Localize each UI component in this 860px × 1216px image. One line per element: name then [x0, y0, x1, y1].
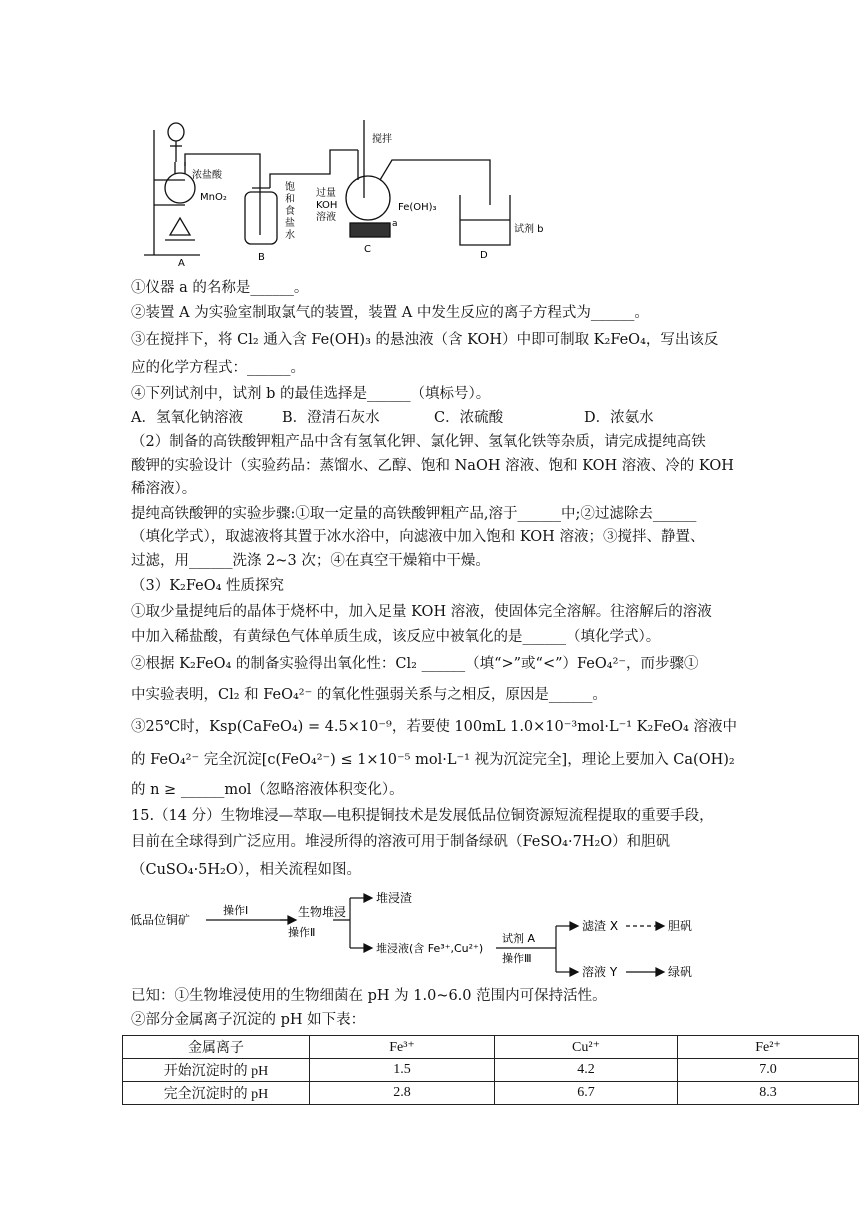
process-flowchart [128, 890, 728, 985]
label-hcl: 浓盐酸 [192, 170, 222, 181]
part3-line-f: 的 FeO₄²⁻ 完全沉淀[c(FeO₄²⁻) ≤ 1×10⁻⁵ mol·L⁻¹ 视为沉淀完全]，理论上要加入 Ca(OH)₂ [131, 752, 735, 768]
table-header-cell: 金属离子 [123, 1036, 310, 1059]
option-c: C．浓硫酸 [434, 410, 504, 426]
flow-op3: 操作Ⅲ [502, 952, 532, 965]
part3-line-d: 中实验表明，Cl₂ 和 FeO₄²⁻ 的氧化性强弱关系与之相反，原因是______。 [131, 687, 607, 703]
flow-danfan: 胆矾 [668, 919, 693, 933]
part3-line-a: ①取少量提纯后的晶体于烧杯中，加入足量 KOH 溶液，使固体完全溶解。往溶解后的溶液 [131, 604, 712, 620]
part2-line-a: （2）制备的高铁酸钾粗产品中含有氢氧化钾、氯化钾、氢氧化铁等杂质，请完成提纯高铁 [131, 434, 706, 450]
part2-line-f: 过滤，用______洗涤 2~3 次；④在真空干燥箱中干燥。 [131, 553, 490, 569]
flow-op1: 操作Ⅰ [223, 904, 249, 917]
part3-heading: （3）K₂FeO₄ 性质探究 [131, 578, 285, 594]
label-salt-4: 盐 [285, 218, 295, 229]
q-line-2: ②装置 A 为实验室制取氯气的装置，装置 A 中发生反应的离子方程式为______。 [131, 305, 649, 321]
part3-line-g: 的 n ≥ ______mol（忽略溶液体积变化）。 [131, 782, 404, 798]
q-line-3a: ③在搅拌下，将 Cl₂ 通入含 Fe(OH)₃ 的悬浊液（含 KOH）中即可制取 K₂FeO₄，写出该反 [131, 332, 719, 348]
option-d: D．浓氨水 [584, 410, 654, 426]
q-line-3b: 应的化学方程式：______。 [131, 360, 305, 376]
table-cell: 8.3 [678, 1082, 859, 1105]
precipitation-ph-table [122, 1035, 859, 1105]
label-salt-2: 和 [285, 194, 295, 205]
table-header-row [123, 1036, 859, 1059]
label-solution: 溶液 [316, 212, 336, 223]
q-line-4: ④下列试剂中，试剂 b 的最佳选择是______（填标号）。 [131, 386, 491, 402]
flow-leachate: 堆浸液(含 Fe³⁺,Cu²⁺) [376, 942, 484, 955]
flow-ore: 低品位铜矿 [130, 913, 191, 927]
part2-line-c: 稀溶液）。 [131, 481, 197, 497]
part2-line-b: 酸钾的实验设计（实验药品：蒸馏水、乙醇、饱和 NaOH 溶液、饱和 KOH 溶液、冷的 KOH [131, 458, 734, 474]
label-reagent-b: 试剂 b [514, 224, 544, 235]
option-b: B．澄清石灰水 [282, 410, 380, 426]
label-A: A [178, 258, 185, 269]
part3-line-b: 中加入稀盐酸，有黄绿色气体单质生成，该反应中被氧化的是______（填化学式）。 [131, 629, 661, 645]
table-header-cell: Fe²⁺ [678, 1036, 859, 1059]
q-line-1: ①仪器 a 的名称是______。 [131, 280, 309, 296]
part2-line-e: （填化学式），取滤液将其置于冰水浴中，向滤液中加入饱和 KOH 溶液；③搅拌、静置、 [131, 529, 705, 545]
table-row [123, 1059, 859, 1082]
flow-lvfan: 绿矾 [668, 965, 693, 979]
table-cell: 6.7 [495, 1082, 678, 1105]
apparatus-figure [140, 110, 560, 270]
label-mno2: MnO₂ [200, 192, 227, 203]
q15-line-a: 15.（14 分）生物堆浸—萃取—电积提铜技术是发展低品位铜资源短流程提取的重要手段， [131, 808, 714, 824]
label-D: D [480, 250, 488, 261]
q15-line-c: （CuSO₄·5H₂O），相关流程如图。 [131, 862, 361, 878]
label-C: C [364, 244, 371, 255]
option-a: A．氢氧化钠溶液 [131, 410, 243, 426]
table-header-cell: Fe³⁺ [310, 1036, 495, 1059]
label-salt-1: 饱 [285, 182, 295, 193]
flow-bio: 生物堆浸 [298, 905, 347, 919]
label-salt-3: 食 [285, 206, 295, 217]
label-stir: 搅拌 [372, 134, 392, 145]
flow-residue: 堆浸渣 [376, 891, 413, 905]
flow-reagent-a: 试剂 A [502, 932, 536, 945]
label-koh: KOH [316, 200, 338, 211]
label-excess: 过量 [316, 188, 336, 199]
flow-op2: 操作Ⅱ [288, 926, 316, 939]
part2-line-d: 提纯高铁酸钾的实验步骤:①取一定量的高铁酸钾粗产品,溶于______中;②过滤除去______ [131, 506, 697, 522]
part3-line-e: ③25℃时，Ksp(CaFeO₄) = 4.5×10⁻⁹，若要使 100mL 1.0×10⁻³mol·L⁻¹ K₂FeO₄ 溶液中 [131, 719, 737, 735]
part3-line-c: ②根据 K₂FeO₄ 的制备实验得出氧化性：Cl₂ ______（填“>”或“<”）FeO₄²⁻，而步骤① [131, 656, 699, 672]
table-cell: 完全沉淀时的 pH [123, 1082, 310, 1105]
known-1: 已知：①生物堆浸使用的生物细菌在 pH 为 1.0~6.0 范围内可保持活性。 [131, 988, 607, 1004]
table-cell: 2.8 [310, 1082, 495, 1105]
flow-filter-x: 滤渣 X [582, 919, 619, 933]
table-cell: 开始沉淀时的 pH [123, 1059, 310, 1082]
q15-line-b: 目前在全球得到广泛应用。堆浸所得的溶液可用于制备绿矾（FeSO₄·7H₂O）和胆矾 [131, 834, 671, 850]
table-header-cell: Cu²⁺ [495, 1036, 678, 1059]
table-cell: 4.2 [495, 1059, 678, 1082]
label-feoh3: Fe(OH)₃ [398, 202, 437, 213]
label-a: a [392, 219, 398, 229]
label-salt-5: 水 [285, 230, 295, 241]
label-B: B [258, 252, 265, 263]
flow-solution-y: 溶液 Y [582, 965, 618, 979]
table-cell: 1.5 [310, 1059, 495, 1082]
table-cell: 7.0 [678, 1059, 859, 1082]
table-row [123, 1082, 859, 1105]
known-2: ②部分金属离子沉淀的 pH 如下表： [131, 1012, 366, 1028]
